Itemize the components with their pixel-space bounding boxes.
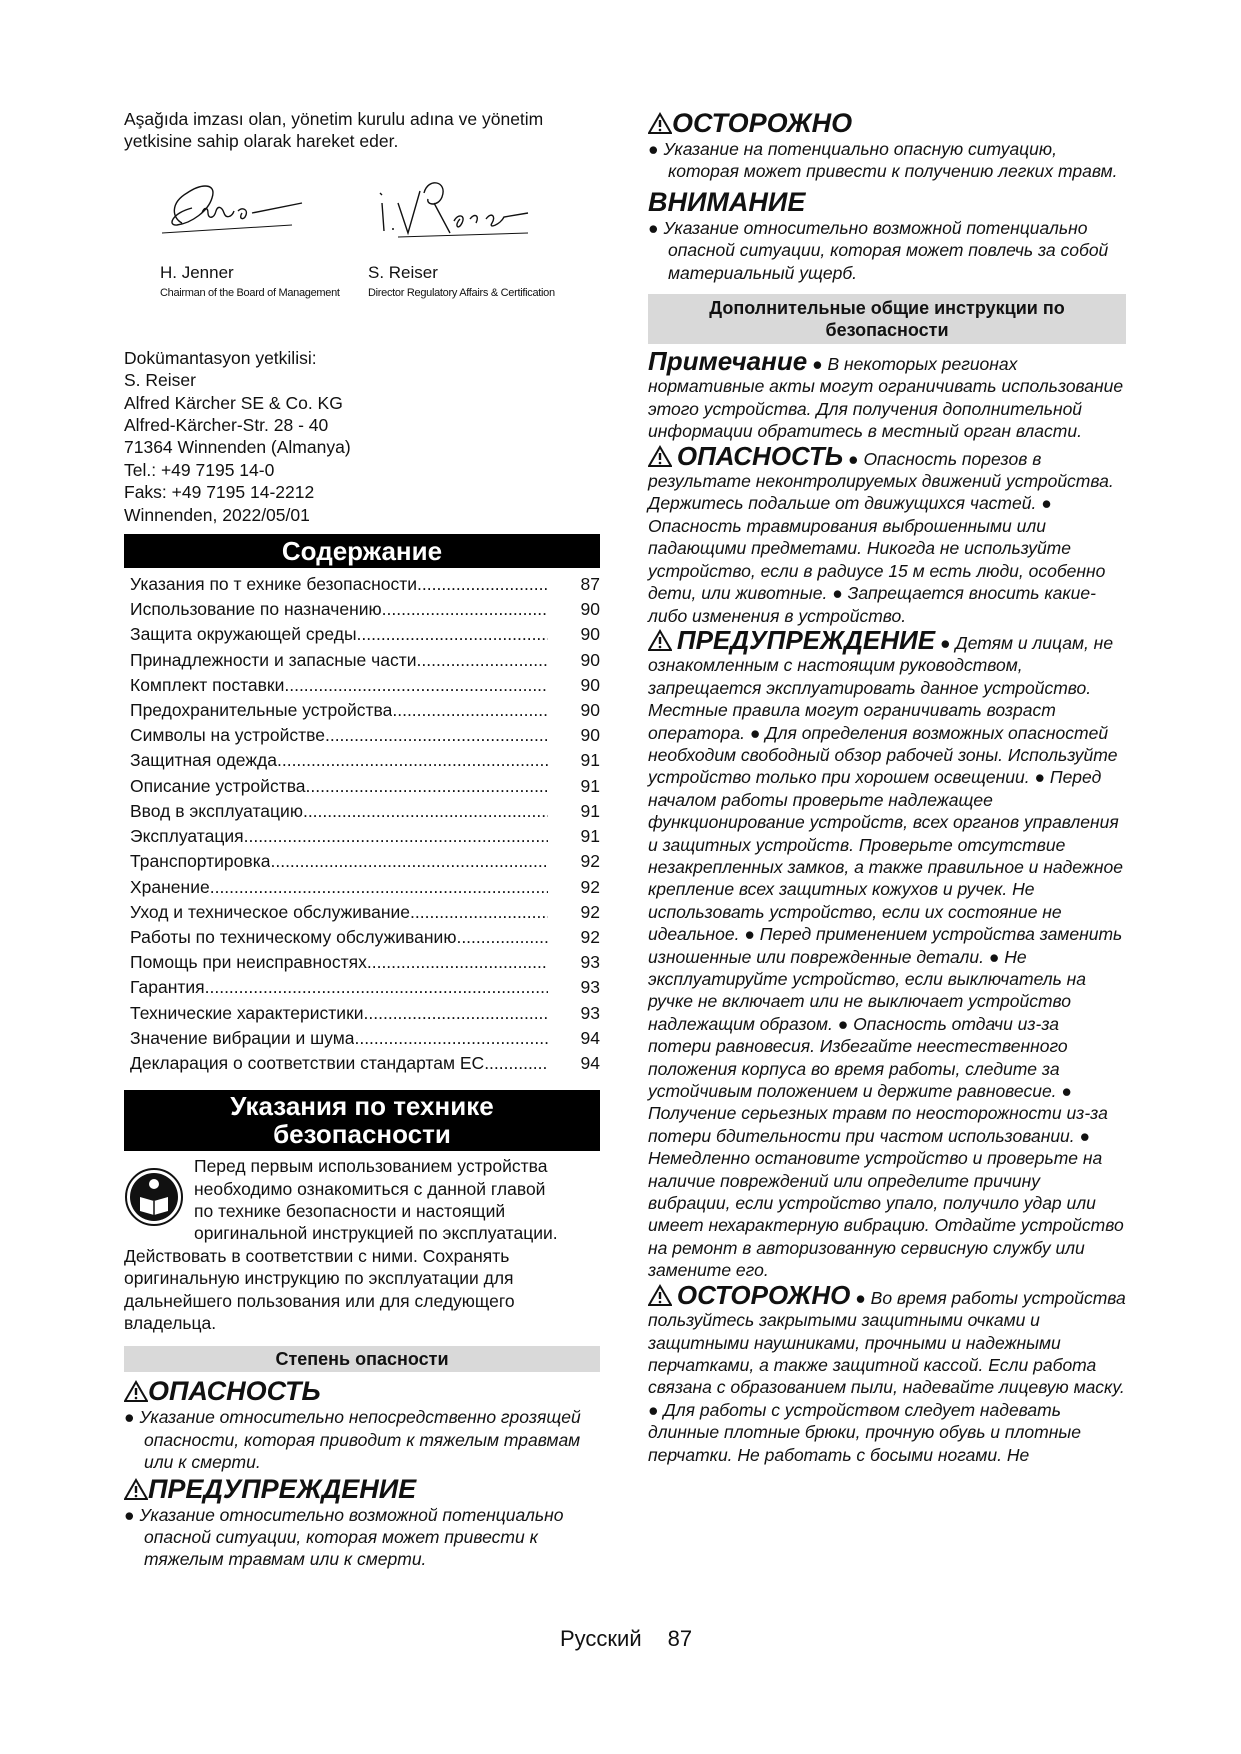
toc-leader-dots — [392, 698, 548, 723]
warning-text: ● Детям и лицам, не ознакомленным с настоящим руководством, запрещается эксплуатировать данное устройство. Местные правила могут ограничивать возраст оператора. ● Для определения возможных опасностей необходим свободный обзор рабочей зоны. Используйте устройство только при хорошем освещении. ● Перед началом работы проверьте надлежащее функционирование устройств, всех органов управления и защитных устройств. Проверьте отсутствие незакрепленных замков, а также правильное и надежное крепление всех защитных кожухов и ручек. Не использовать устройство, если их состояние не идеальное. ● Перед применением устройства заменить изношенные или поврежденные детали. ● Не эксплуатируйте устройство, если выключатель на ручке не включает или не выключает устройство надлежащим образом. ● Опасность отдачи из-за потери равновесия. Избегайте неестественного положения корпуса во время работы, следите за устойчивым положением и держите равновесие. ● Получение серьезных травм по неосторожности из-за потери бдительности при частом использовании. ● Немедленно остановите устройство и проверьте на наличие повреждений или определите причину вибрации, если устройство упало, получило удар или имеет нехарактерную вибрацию. Отдайте устройство на ремонт в авторизованную сервисную службу или замените его. — [648, 632, 1124, 1281]
doc-line: Tel.: +49 7195 14-0 — [124, 459, 275, 480]
danger-text: ● Опасность порезов в результате неконтролируемых движений устройства. Держитесь подальше от движущихся частей. ● Опасность травмирования выброшенными или падающими предметами. Никогда не используйте устройство, если в радиусе 15 м есть люди, особенно дети, или животные. ● Запрещается вносить какие-либо изменения в устройство. — [648, 448, 1114, 626]
toc-entry-title: Технические характеристики — [130, 1002, 364, 1023]
toc-entry-title: Символы на устройстве — [130, 725, 325, 746]
signer-name: H. Jenner — [160, 262, 234, 282]
toc-leader-dots — [417, 648, 548, 673]
toc-entry — [124, 1026, 600, 1051]
toc-leader-dots — [484, 1051, 548, 1076]
warning-triangle-icon — [124, 1478, 148, 1500]
toc-entry — [124, 673, 600, 698]
toc-entry — [124, 648, 600, 673]
toc-leader-dots — [303, 799, 548, 824]
toc-leader-dots — [417, 572, 548, 597]
toc-entry-title: Защита окружающей среды — [130, 624, 357, 645]
note-heading: Примечание — [648, 346, 808, 377]
toc-entry — [124, 975, 600, 1000]
toc-entry-page: 94 — [580, 1027, 600, 1048]
safety-heading-line: безопасности — [273, 1119, 451, 1150]
warning-text: Указание относительно возможной потенциально опасной ситуации, которая может привести к тяжелым травмам или к смерти. — [139, 1504, 564, 1570]
toc-entry — [124, 875, 600, 900]
footer-language: Русский — [560, 1626, 642, 1651]
toc-entry — [124, 698, 600, 723]
safety-intro-rest: Действовать в соответствии с ними. Сохранять оригинальную инструкцию по эксплуатации для дальнейшего пользования или для следующего владельца. — [124, 1245, 515, 1333]
doc-line: Alfred-Kärcher-Str. 28 - 40 — [124, 415, 329, 436]
toc-leader-dots — [210, 875, 548, 900]
toc-entry-page: 92 — [580, 926, 600, 947]
toc-entry-title: Принадлежности и запасные части — [130, 649, 417, 670]
toc-entry-page: 90 — [580, 624, 600, 645]
toc-entry-title: Гарантия — [130, 977, 205, 998]
caution-text: Указание на потенциально опасную ситуацию, которая может привести к получению легких травм. — [663, 139, 1118, 182]
toc-entry — [124, 1051, 600, 1076]
signer-role: Chairman of the Board of Management — [160, 286, 340, 299]
toc-entry-page: 90 — [580, 674, 600, 695]
toc-leader-dots — [357, 622, 548, 647]
safety-heading — [124, 1090, 600, 1151]
toc-leader-dots — [284, 673, 548, 698]
toc-entry — [124, 824, 600, 849]
left-column — [124, 108, 600, 1571]
toc-entry-page: 90 — [580, 725, 600, 746]
safety-intro-line: оригинальной инструкцией по эксплуатации. — [194, 1223, 558, 1244]
caution-heading: ОСТОРОЖНО — [676, 1279, 851, 1310]
toc-entry-page: 93 — [580, 1002, 600, 1023]
danger-heading-text: ОПАСНОСТЬ — [148, 1376, 321, 1407]
toc-leader-dots — [325, 723, 548, 748]
toc-entry-title: Защитная одежда — [130, 750, 277, 771]
caution-text: ● Во время работы устройства пользуйтесь закрытыми защитными очками и защитными наушниками, прочными и надежными перчатками, а также защитной кассой. Если работа связана с образованием пыли, надевайте лицевую маску. ● Для работы с устройством следует надевать длинные плотные брюки, прочную обувь и плотные перчатки. Не работать с босыми ногами. Не — [648, 1287, 1126, 1465]
toc-leader-dots — [410, 900, 548, 925]
toc-entry-page: 92 — [580, 901, 600, 922]
toc-leader-dots — [270, 849, 548, 874]
toc-entry — [124, 774, 600, 799]
toc-entry — [124, 950, 600, 975]
doc-line: Alfred Kärcher SE & Co. KG — [124, 392, 343, 413]
toc-entry-title: Предохранительные устройства — [130, 700, 393, 721]
toc-entry — [124, 925, 600, 950]
toc-entry-page: 91 — [580, 750, 600, 771]
toc-entry — [124, 622, 600, 647]
toc-entry-page: 92 — [580, 851, 600, 872]
toc-entry-page: 87 — [580, 574, 600, 595]
toc-leader-dots — [306, 774, 548, 799]
toc-entry-page: 94 — [580, 1052, 600, 1073]
signature-block — [124, 159, 600, 325]
read-manual-icon — [124, 1167, 184, 1227]
safety-intro — [124, 1155, 600, 1245]
toc-entry-title: Уход и техническое обслуживание — [130, 901, 411, 922]
warning-triangle-icon — [124, 1380, 148, 1402]
toc-leader-dots — [364, 1001, 548, 1026]
toc-entry-title: Использование по назначению — [130, 599, 382, 620]
signature-jenner-image — [142, 163, 312, 243]
toc-entry — [124, 723, 600, 748]
toc-entry-title: Комплект поставки — [130, 674, 285, 695]
attention-text: Указание относительно возможной потенциально опасной ситуации, которая может повлечь за собой материальный ущерб. — [663, 217, 1109, 283]
signature-reiser — [368, 159, 604, 325]
danger-heading — [124, 1376, 600, 1406]
signer-name: S. Reiser — [368, 262, 438, 282]
toc-entry-page: 91 — [580, 775, 600, 796]
warning-triangle-icon — [648, 1284, 672, 1306]
right-column — [648, 108, 1126, 1466]
toc-entry-title: Ввод в эксплуатацию — [130, 800, 303, 821]
warning-heading — [124, 1474, 600, 1504]
warning-description: ● Указание относительно возможной потенциально опасной ситуации, которая может привести к тяжелым травмам или к смерти. — [124, 1504, 564, 1570]
warning-triangle-icon — [648, 629, 672, 651]
toc-entry-title: Работы по техническому обслуживанию — [130, 926, 457, 947]
safety-intro-line: Перед первым использованием устройства — [194, 1156, 548, 1177]
toc-leader-dots — [277, 748, 548, 773]
danger-text: Указание относительно непосредственно грозящей опасности, которая приводит к тяжелым травмам или к смерти. — [139, 1407, 581, 1473]
toc-entry — [124, 849, 600, 874]
warning-triangle-icon — [648, 445, 672, 467]
page-footer — [560, 1626, 718, 1652]
signer-role: Director Regulatory Affairs & Certification — [368, 286, 555, 299]
doc-line: S. Reiser — [124, 370, 196, 391]
toc-entry-page: 93 — [580, 977, 600, 998]
note-text: ● В некоторых регионах нормативные акты могут ограничивать использование этого устройства. Для получения дополнительной информации обратитесь в местный орган власти. — [648, 354, 1124, 442]
doc-line: Dokümantasyon yetkilisi: — [124, 347, 317, 368]
general-instructions-heading — [648, 294, 1126, 344]
safety-intro-line: необходимо ознакомиться с данной главой — [194, 1178, 546, 1199]
intro-text: Aşağıda imzası olan, yönetim kurulu adına ve yönetim yetkisine sahip olarak hareket eder. — [124, 109, 544, 152]
toc-entry-title: Описание устройства — [130, 775, 306, 796]
signature-jenner — [132, 159, 362, 325]
toc-leader-dots — [244, 824, 548, 849]
caution-paragraph — [648, 1279, 1126, 1466]
toc-entry-page: 90 — [580, 700, 600, 721]
hazard-levels-heading: Степень опасности — [124, 1346, 600, 1372]
toc-entry — [124, 748, 600, 773]
safety-heading-line: Указания по технике — [230, 1091, 494, 1122]
toc-leader-dots — [382, 597, 548, 622]
doc-line: 71364 Winnenden (Almanya) — [124, 437, 351, 458]
warning-heading: ПРЕДУПРЕЖДЕНИЕ — [676, 624, 936, 655]
toc-entry-page: 91 — [580, 800, 600, 821]
toc-entry-title: Транспортировка — [130, 851, 271, 872]
doc-line: Faks: +49 7195 14-2212 — [124, 482, 315, 503]
warning-paragraph — [648, 624, 1126, 1282]
attention-heading: ВНИМАНИЕ — [648, 186, 806, 217]
danger-description: ● Указание относительно непосредственно грозящей опасности, которая приводит к тяжелым травмам или к смерти. — [124, 1407, 581, 1473]
signature-reiser-image — [368, 163, 538, 243]
general-heading-line: Дополнительные общие инструкции по — [709, 298, 1065, 319]
toc-entry-page: 90 — [580, 649, 600, 670]
toc-leader-dots — [354, 1026, 548, 1051]
toc-entry-title: Хранение — [130, 876, 210, 897]
toc-entry-title: Указания по т ехнике безопасности — [130, 574, 418, 595]
toc-entry-title: Эксплуатация — [130, 826, 244, 847]
footer-page-number: 87 — [667, 1626, 693, 1651]
toc-entry — [124, 597, 600, 622]
toc-leader-dots — [205, 975, 548, 1000]
toc-entry-title: Декларация о соответствии стандартам ЕС — [130, 1052, 485, 1073]
warning-heading-text: ПРЕДУПРЕЖДЕНИЕ — [148, 1473, 417, 1504]
toc-entry — [124, 900, 600, 925]
toc-entry-title: Помощь при неисправностях — [130, 952, 367, 973]
toc-leader-dots — [456, 925, 548, 950]
contents-heading: Содержание — [124, 534, 600, 568]
safety-intro-line: по технике безопасности и настоящий — [194, 1200, 506, 1221]
general-heading-line: безопасности — [825, 320, 949, 341]
table-of-contents — [124, 572, 600, 1076]
warning-triangle-icon — [648, 112, 672, 134]
note-paragraph — [648, 346, 1126, 443]
toc-entry — [124, 1001, 600, 1026]
toc-entry-page: 90 — [580, 599, 600, 620]
toc-entry — [124, 799, 600, 824]
danger-heading: ОПАСНОСТЬ — [676, 440, 844, 471]
toc-leader-dots — [367, 950, 548, 975]
caution-description: ● Указание на потенциально опасную ситуацию, которая может привести к получению легких травм. — [648, 139, 1118, 182]
toc-entry-title: Значение вибрации и шума — [130, 1027, 355, 1048]
caution-heading — [648, 108, 1126, 138]
attention-description: ● Указание относительно возможной потенциально опасной ситуации, которая может повлечь за собой материальный ущерб. — [648, 217, 1109, 283]
toc-entry-page: 91 — [580, 826, 600, 847]
documentation-authority — [124, 347, 600, 526]
toc-entry-page: 92 — [580, 876, 600, 897]
doc-line: Winnenden, 2022/05/01 — [124, 504, 310, 525]
toc-entry — [124, 572, 600, 597]
danger-paragraph — [648, 440, 1126, 627]
caution-heading-text: ОСТОРОЖНО — [672, 108, 853, 138]
toc-entry-page: 93 — [580, 952, 600, 973]
